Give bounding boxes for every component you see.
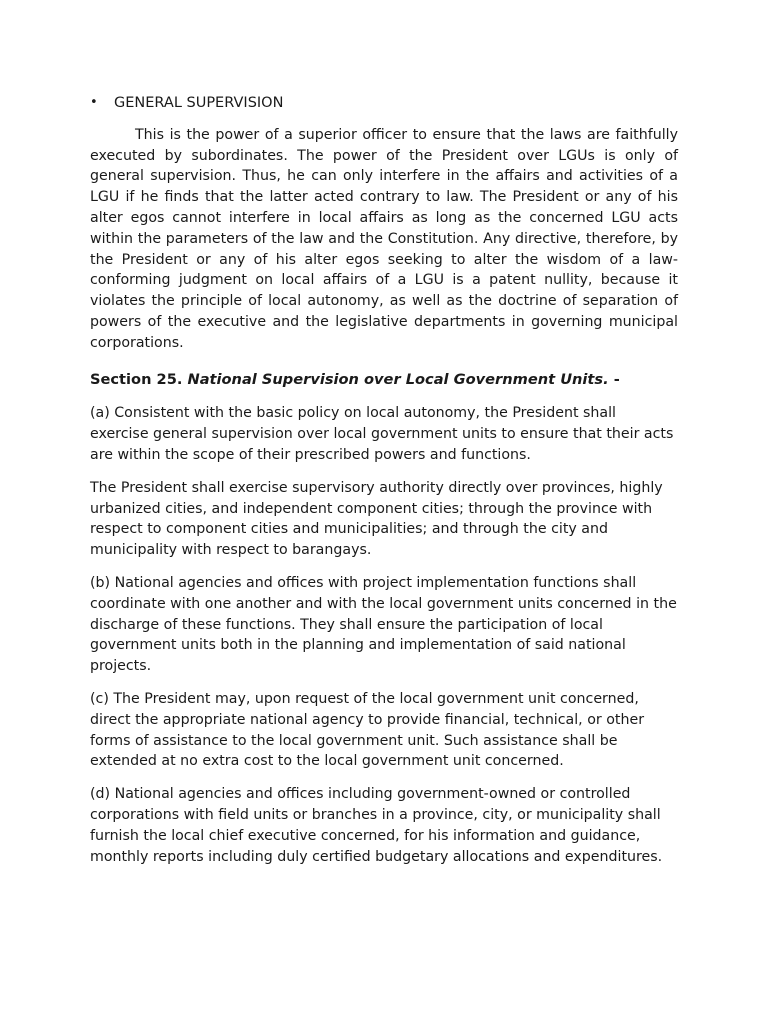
section-paragraph-a: (a) Consistent with the basic policy on local autonomy, the President shall exercise general supervision over local government units to ensure that their acts are within the scope of their prescribed powers and functions. — [90, 405, 674, 463]
section-number: Section 25. — [90, 370, 183, 388]
section-paragraph-b: (b) National agencies and offices with project implementation functions shall coordinate with one another and with the local government units concerned in the discharge of these functions. They shall ensure the participation of local government units both in the planning and implementation of said national projects. — [90, 574, 677, 675]
heading-text: GENERAL SUPERVISION — [114, 95, 284, 111]
section-paragraph-d: (d) National agencies and offices including government-owned or controlled corporations with field units or branches in a province, city, or municipality shall furnish the local chief executive concerned, for his information and guidance, monthly reports including duly certified budgetary allocations and expenditures. — [90, 786, 663, 865]
section-paragraph-supervisory: The President shall exercise supervisory authority directly over provinces, highly urbanized cities, and independent component cities; through the province with respect to component cities and municipalities; and through the city and municipality with respect to barangays. — [90, 479, 663, 559]
section-paragraph-c: (c) The President may, upon request of the local government unit concerned, direct the appropriate national agency to provide financial, technical, or other forms of assistance to the local government unit. Such assistance shall be extended at no extra cost to the local government unit concerned. — [90, 690, 645, 770]
bullet-icon: • — [90, 95, 98, 110]
section-dash: - — [613, 370, 620, 388]
section-25-title — [90, 370, 678, 391]
section-title-text: National Supervision over Local Government Units. — [187, 370, 609, 388]
general-supervision-heading — [90, 93, 678, 114]
document-page — [90, 93, 678, 879]
general-supervision-paragraph: This is the power of a superior officer to ensure that the laws are faithfully executed by subordinates. The power of the President over LGUs is only of general supervision. Thus, he can only interfere in the affairs and activities of a LGU if he finds that the latter acted contrary to law. The President or any of his alter egos cannot interfere in local affairs as long as the concerned LGU acts within the parameters of the law and the Constitution. Any directive, therefore, by the President or any of his alter egos seeking to alter the wisdom of a law-conforming judgment on local affairs of a LGU is a patent nullity, because it violates the principle of local autonomy, as well as the doctrine of separation of powers of the executive and the legislative departments in governing municipal corporations. — [90, 126, 678, 351]
